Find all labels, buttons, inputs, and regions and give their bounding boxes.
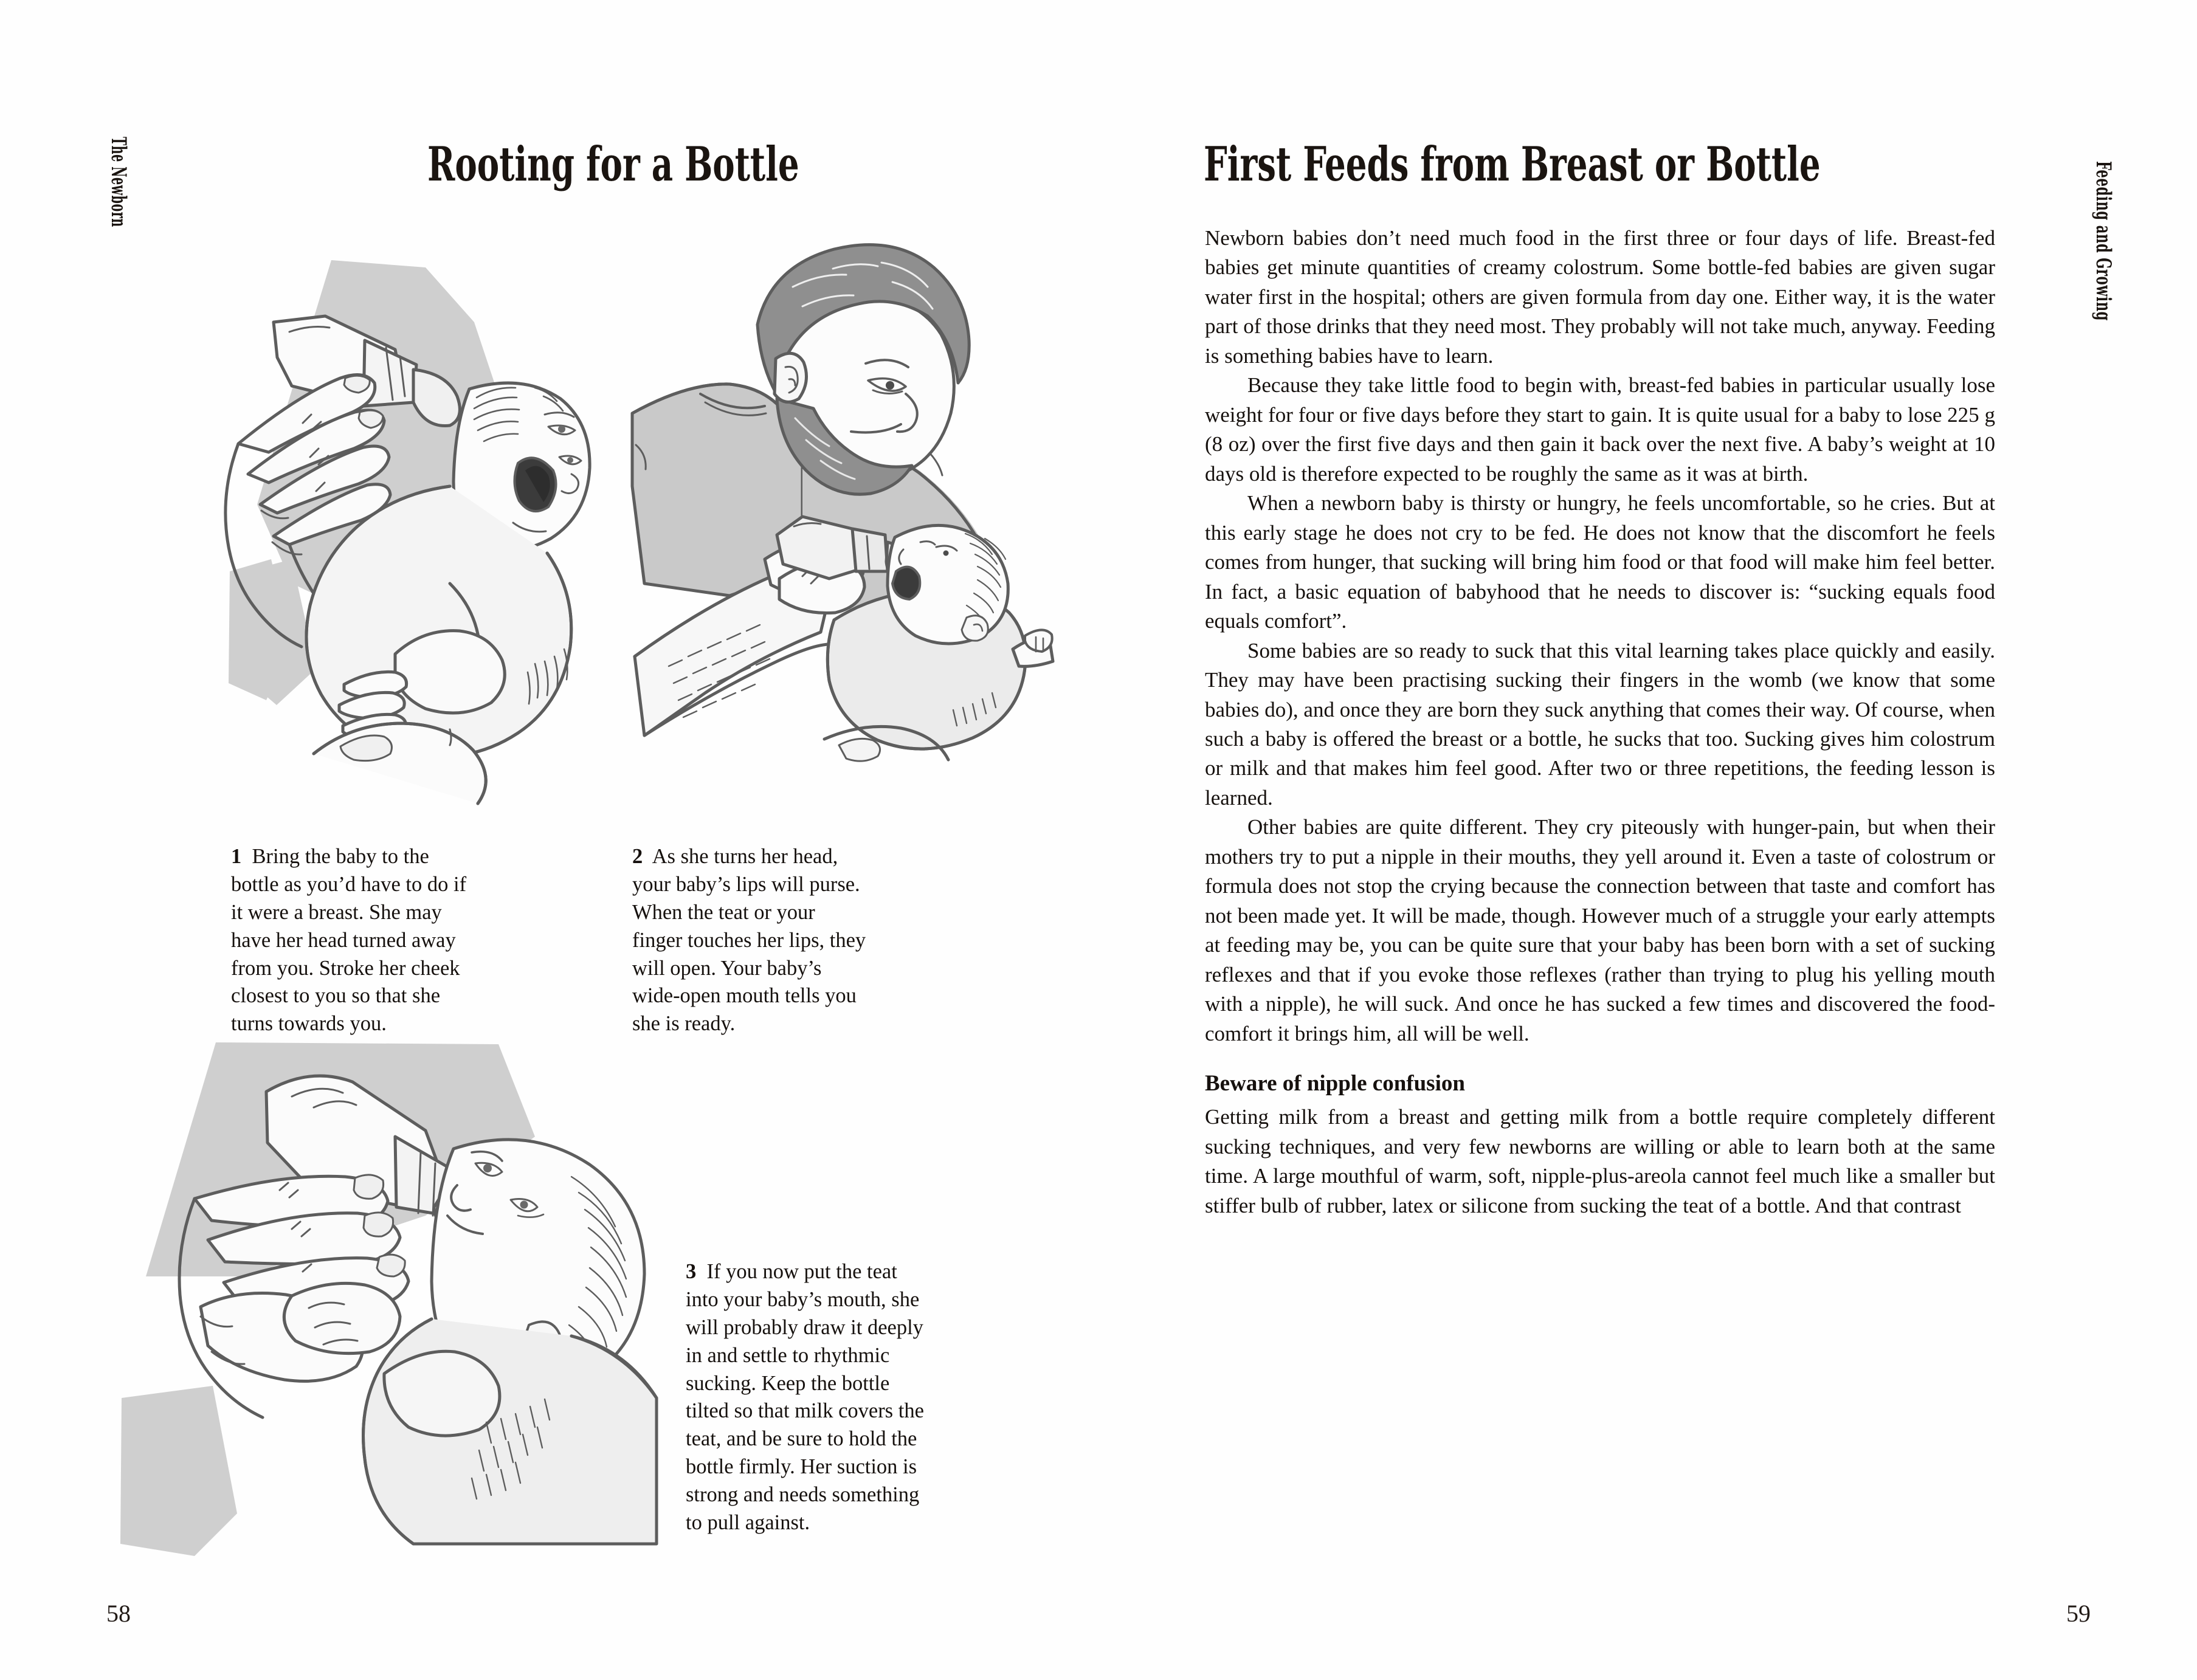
body-paragraph-5: Other babies are quite different. They cry piteously with hunger-pain, but when their mothers try to put a nipple in their mouths, they yell around it. Even a taste of colostrum or formula does not stop the crying because the connection between that taste and comfort has not been made yet. It will be made, though. However much of a struggle your early attempts at feeding may be, you can be quite sure that your baby has been born with a set of sucking reflexes and that if you evoke those reflexes (rather than trying to plug his yelling mouth with a nipple), he will suck. And once he has sucked a few times and discovered the food-comfort it brings him, all will be well. — [1205, 815, 1995, 1045]
right-running-head-text: Feeding and Growing — [2091, 161, 2116, 322]
left-page-folio: 58 — [106, 1600, 131, 1627]
caption-1-number: 1 — [231, 845, 242, 868]
right-page-title — [1204, 137, 2085, 192]
right-page-title-text: First Feeds from Breast or Bottle — [1204, 137, 1821, 192]
right-page-body-column — [1205, 224, 1995, 1220]
illustration-baby-sucking-on-teat — [109, 1033, 693, 1556]
body-subhead: Beware of nipple confusion — [1205, 1071, 1465, 1096]
left-page-title — [427, 137, 959, 192]
illustration-baby-turned-away-from-bottle — [109, 243, 608, 808]
right-page — [1098, 0, 2197, 1680]
body-paragraph-2: Because they take little food to begin with, breast-fed babies in particular usually lose weight for four or five days before they start to gain. It is quite usual for a baby to lose 225 g (8 oz) over the first five days and then gain it back over the next five. A baby’s weight at 10 days old is therefore expected to be roughly the same as it was at birth. — [1205, 373, 1995, 486]
right-running-head — [2091, 161, 2116, 419]
left-running-head-text: The Newborn — [106, 137, 131, 227]
caption-3 — [686, 1258, 929, 1537]
body-paragraph-3: When a newborn baby is thirsty or hungry, he feels uncomfortable, so he cries. But at this early stage he does not cry to be fed. He does not know that the discomfort he feels comes from hunger, that sucking will bring him food or that food will make him feel better. In fact, a basic equation of babyhood that he needs to discover is: “sucking equals food equals comfort”. — [1205, 491, 1995, 633]
left-page-title-text: Rooting for a Bottle — [427, 137, 799, 192]
body-subhead-paragraph: Getting milk from a breast and getting milk from a bottle require completely different sucking techniques, and very few newborns are willing or able to learn both at the same time. A large mouthful of warm, soft, nipple-plus-areola cannot feel much like a smaller but stiffer bulb of rubber, latex or silicone from sucking the teat of a bottle. And that contrast — [1205, 1105, 1995, 1217]
right-page-folio: 59 — [2066, 1600, 2091, 1627]
caption-2 — [632, 843, 866, 1038]
caption-1 — [231, 843, 468, 1038]
caption-2-number: 2 — [632, 845, 643, 868]
body-paragraph-1: Newborn babies don’t need much food in the first three or four days of life. Breast-fed babies get minute quantities of creamy colostrum. Some bottle-fed babies are given sugar water first in the hospital; others are given formula from day one. Either way, it is the water part of those drinks that they need most. They probably will not take much, anyway. Feeding is something babies have to learn. — [1205, 226, 1995, 368]
illustration-bearded-father-offering-bottle — [620, 231, 1058, 814]
body-paragraph-4: Some babies are so ready to suck that this vital learning takes place quickly and easily. They may have been practising sucking their fingers in the womb (we know that some babies do), and once they are born they suck anything that comes their way. Of course, when such a baby is offered the breast or a bottle, he sucks that too. Sucking gives him colostrum or milk and that makes him feel good. After two or three repetitions, the feeding lesson is learned. — [1205, 638, 1995, 810]
left-page — [0, 0, 1098, 1680]
caption-3-text: If you now put the teat into your baby’s mouth, she will probably draw it deeply in and settle to rhythmic sucking. Keep the bottle tilted so that milk covers the teat, and be sure to hold the bottle firmly. Her suction is strong and needs something to pull against. — [686, 1260, 924, 1534]
caption-1-text: Bring the baby to the bottle as you’d have to do if it were a breast. She may have her head turned away from you. Stroke her cheek closest to you so that she turns towards you. — [231, 845, 467, 1036]
caption-3-number: 3 — [686, 1260, 697, 1283]
caption-2-text: As she turns her head, your baby’s lips will purse. When the teat or your finger touches her lips, they will open. Your baby’s wide-open mouth tells you she is ready. — [632, 845, 866, 1036]
